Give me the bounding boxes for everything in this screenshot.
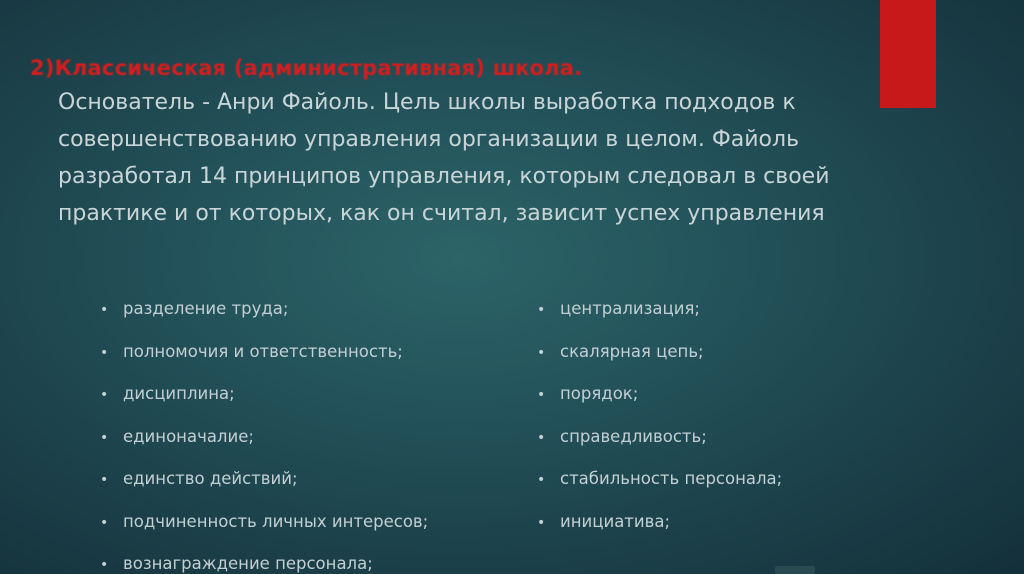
list-item [537,466,782,509]
list-item [537,509,782,552]
bullet-icon: • [537,429,546,446]
list-item [100,551,428,574]
list-item-label: централизация; [560,299,700,318]
bullet-icon: • [100,429,109,446]
list-item [100,296,428,339]
principles-list-left [100,296,428,574]
slide-heading: 2)Классическая (административная) школа. [30,56,583,80]
list-item-label: единство действий; [123,469,298,488]
bullet-icon: • [537,387,546,403]
red-accent-bar [880,0,936,108]
list-item-label: единоначалие; [123,426,254,446]
list-item-label: стабильность персонала; [560,469,783,488]
bullet-icon: • [537,302,546,318]
list-item-label: разделение труда; [123,299,289,318]
list-item-label: вознаграждение персонала; [123,554,373,573]
bullet-icon: • [100,387,109,403]
corner-watermark [775,566,815,574]
list-item-label: дисциплина; [123,384,235,403]
list-item [100,466,428,509]
bullet-icon: • [537,472,546,488]
list-item [537,381,782,424]
bullet-icon: • [100,557,109,573]
list-item-label: справедливость; [560,426,707,446]
list-item [100,509,428,552]
bullet-icon: • [100,344,109,361]
bullet-icon: • [537,344,546,361]
list-item-label: порядок; [560,384,639,403]
list-item [100,339,428,382]
list-item [537,424,782,467]
bullet-icon: • [537,514,546,531]
list-item [100,381,428,424]
list-item [537,339,782,382]
bullet-icon: • [100,472,109,488]
list-item-label: подчиненность личных интересов; [123,511,429,531]
bullet-icon: • [100,514,109,531]
list-item [100,424,428,467]
list-item [537,296,782,339]
list-item-label: полномочия и ответственность; [123,341,403,361]
list-item-label: скалярная цепь; [560,341,704,361]
principles-list-right [537,296,782,551]
intro-paragraph: Основатель - Анри Файоль. Цель школы выработка подходов к совершенствованию управления организации в целом. Файоль разработал 14 принципов управления, которым следовал в своей практике и от которых, как он считал, зависит успех управления [58,90,830,226]
bullet-icon: • [100,302,109,318]
list-item-label: инициатива; [560,511,671,531]
